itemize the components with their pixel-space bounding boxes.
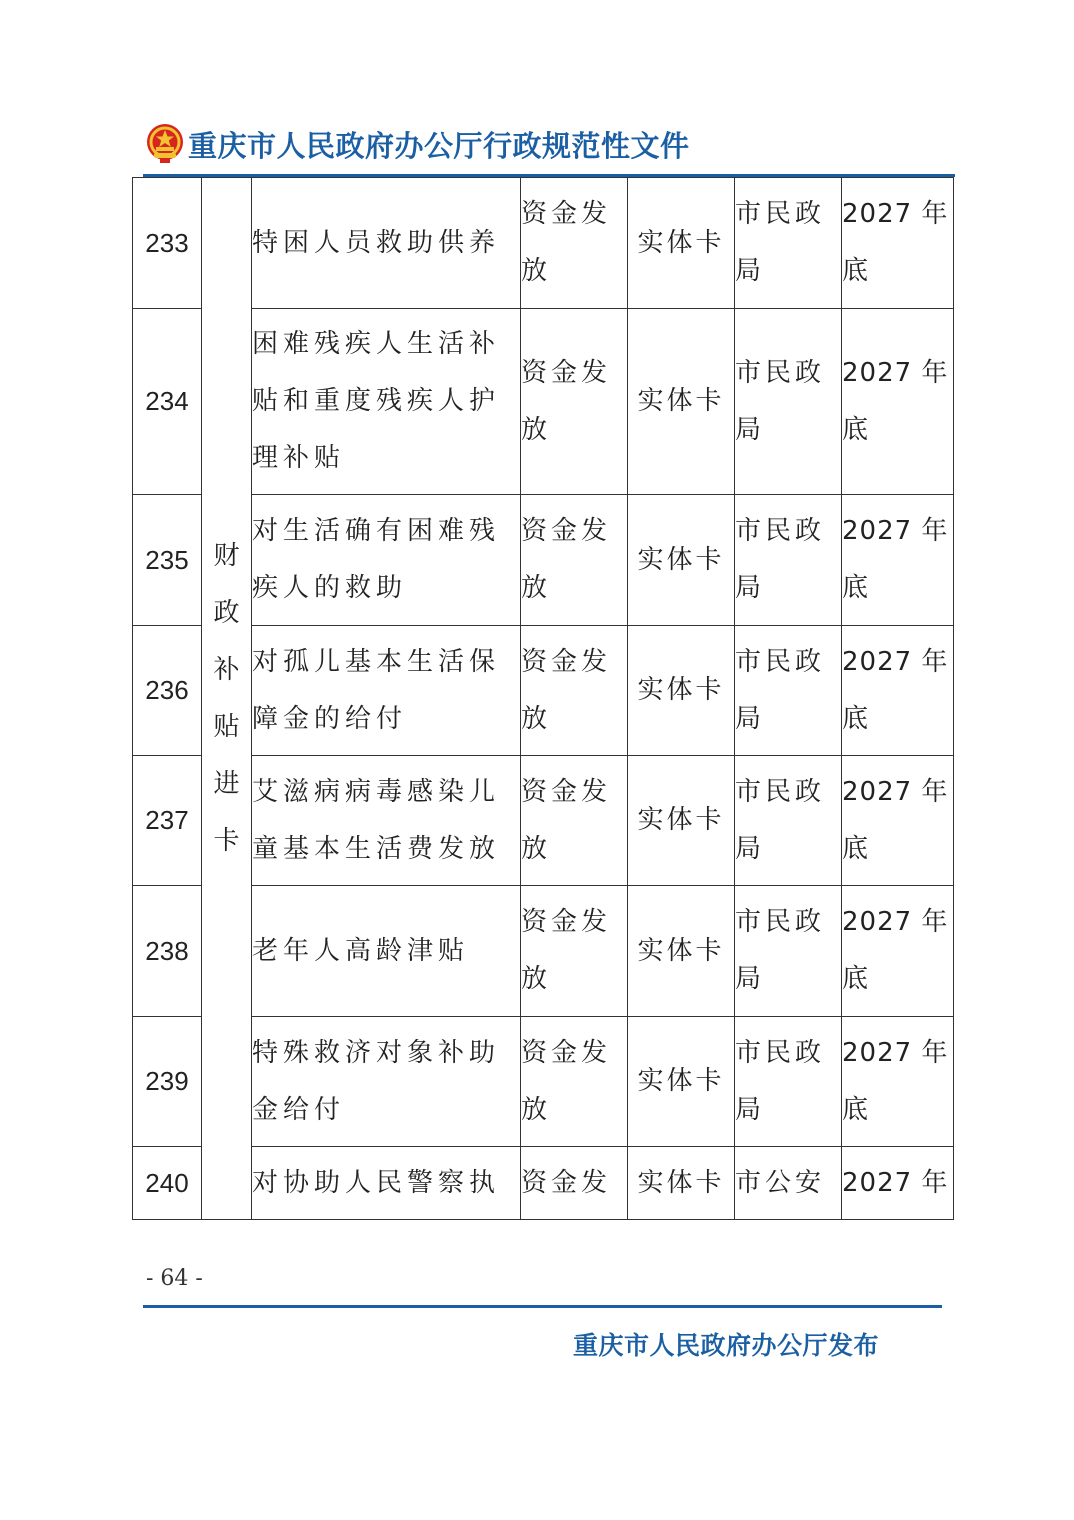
item-name: 老年人高龄津贴 xyxy=(252,886,521,1017)
row-number: 236 xyxy=(133,626,202,756)
card-carrier: 实体卡 xyxy=(628,1017,735,1147)
responsible-department: 市民政局 xyxy=(735,626,842,756)
row-number: 239 xyxy=(133,1017,202,1147)
service-type: 资金发放 xyxy=(521,1017,628,1147)
table-row xyxy=(133,886,954,1017)
card-carrier: 实体卡 xyxy=(628,886,735,1017)
card-carrier: 实体卡 xyxy=(628,178,735,309)
card-carrier: 实体卡 xyxy=(628,309,735,495)
card-carrier: 实体卡 xyxy=(628,1147,735,1220)
row-number: 234 xyxy=(133,309,202,495)
service-type: 资金发放 xyxy=(521,178,628,309)
item-name: 对生活确有困难残疾人的救助 xyxy=(252,495,521,626)
responsible-department: 市民政局 xyxy=(735,178,842,309)
document-header-title: 重庆市人民政府办公厅行政规范性文件 xyxy=(188,129,690,163)
card-carrier: 实体卡 xyxy=(628,756,735,886)
item-name: 对孤儿基本生活保障金的给付 xyxy=(252,626,521,756)
deadline: 2027 年底 xyxy=(842,495,954,626)
table-row xyxy=(133,756,954,886)
deadline: 2027 年底 xyxy=(842,1017,954,1147)
category-cell xyxy=(202,178,252,1220)
table-row xyxy=(133,626,954,756)
national-emblem-icon xyxy=(145,122,185,164)
row-number: 233 xyxy=(133,178,202,309)
service-type: 资金发 xyxy=(521,1147,628,1220)
responsible-department: 市民政局 xyxy=(735,495,842,626)
item-name: 特殊救济对象补助金给付 xyxy=(252,1017,521,1147)
card-carrier: 实体卡 xyxy=(628,626,735,756)
item-name: 艾滋病病毒感染儿童基本生活费发放 xyxy=(252,756,521,886)
row-number: 237 xyxy=(133,756,202,886)
service-type: 资金发放 xyxy=(521,886,628,1017)
responsible-department: 市民政局 xyxy=(735,1017,842,1147)
table-row xyxy=(133,309,954,495)
responsible-department: 市民政局 xyxy=(735,886,842,1017)
category-label: 财政补贴进卡 xyxy=(213,540,240,856)
responsible-department: 市民政局 xyxy=(735,309,842,495)
table-row xyxy=(133,178,954,309)
item-name: 对协助人民警察执 xyxy=(252,1147,521,1220)
footer-publisher: 重庆市人民政府办公厅发布 xyxy=(573,1331,880,1360)
document-header xyxy=(143,120,955,178)
row-number: 235 xyxy=(133,495,202,626)
service-type: 资金发放 xyxy=(521,626,628,756)
row-number: 240 xyxy=(133,1147,202,1220)
footer-rule xyxy=(143,1305,942,1308)
service-type: 资金发放 xyxy=(521,495,628,626)
service-type: 资金发放 xyxy=(521,756,628,886)
item-name: 困难残疾人生活补贴和重度残疾人护理补贴 xyxy=(252,309,521,495)
table-row xyxy=(133,495,954,626)
deadline: 2027 年底 xyxy=(842,756,954,886)
page-number: - 64 - xyxy=(146,1266,203,1291)
row-number: 238 xyxy=(133,886,202,1017)
card-carrier: 实体卡 xyxy=(628,495,735,626)
table-row xyxy=(133,1017,954,1147)
deadline: 2027 年底 xyxy=(842,178,954,309)
responsible-department: 市民政局 xyxy=(735,756,842,886)
deadline: 2027 年底 xyxy=(842,626,954,756)
service-type: 资金发放 xyxy=(521,309,628,495)
item-name: 特困人员救助供养 xyxy=(252,178,521,309)
subsidy-table xyxy=(132,177,954,1220)
responsible-department: 市公安 xyxy=(735,1147,842,1220)
deadline: 2027 年底 xyxy=(842,886,954,1017)
deadline: 2027 年底 xyxy=(842,309,954,495)
table-row xyxy=(133,1147,954,1220)
deadline: 2027 年 xyxy=(842,1147,954,1220)
